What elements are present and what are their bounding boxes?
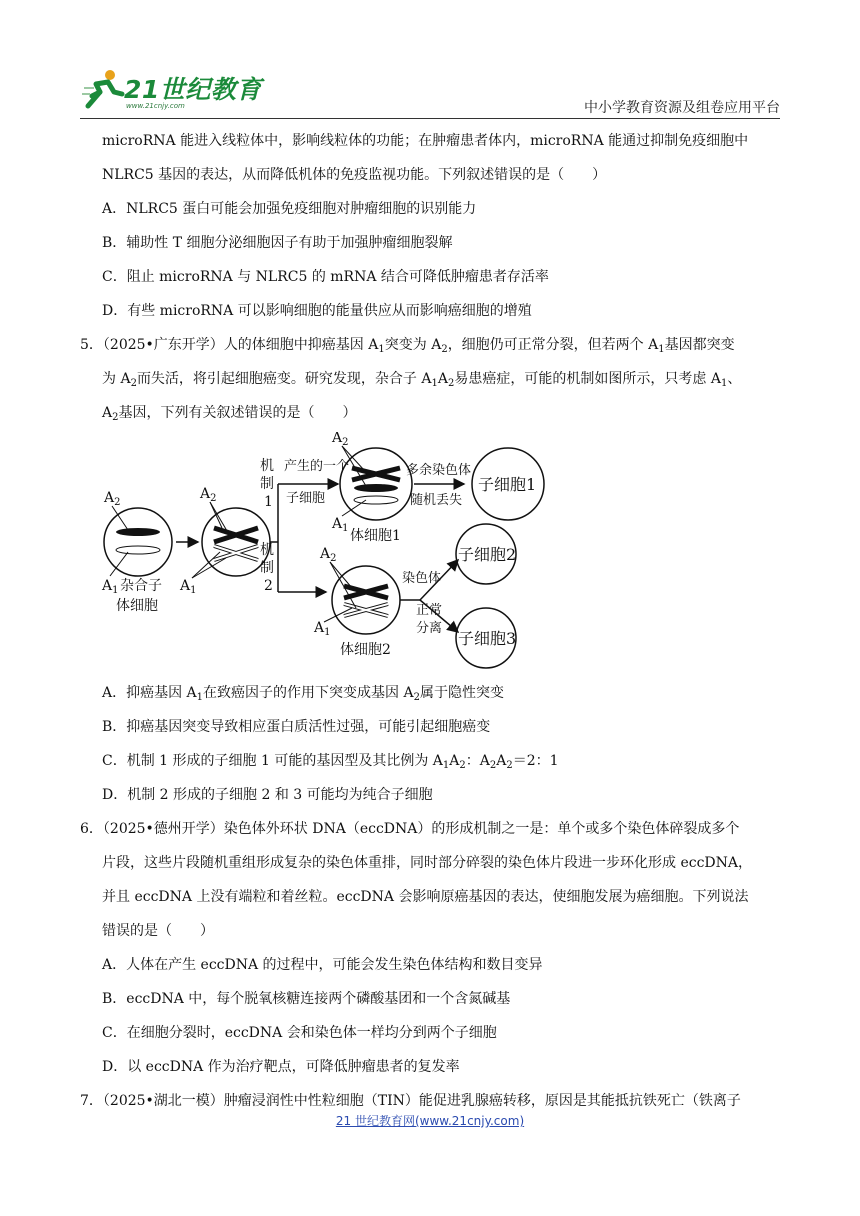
q4-stem-line2: NLRC5 基因的表达，从而降低机体的免疫监视功能。下列叙述错误的是（ ） <box>102 167 607 183</box>
q4-option-d[interactable]: D．有些 microRNA 可以影响细胞的能量供应从而影响癌细胞的增殖 <box>102 303 532 319</box>
platform-title: 中小学教育资源及组卷应用平台 <box>584 100 780 116</box>
q6-option-b[interactable]: B．eccDNA 中，每个脱氧核糖连接两个磷酸基团和一个含氮碱基 <box>102 991 511 1007</box>
q6-option-d[interactable]: D．以 eccDNA 作为治疗靶点，可降低肿瘤患者的复发率 <box>102 1059 460 1075</box>
svg-text:子细胞3: 子细胞3 <box>458 629 517 648</box>
daughter-cell-3 <box>456 608 516 668</box>
svg-text:A1: $A_1$ <box>102 578 119 596</box>
q6-option-c[interactable]: C．在细胞分裂时，eccDNA 会和染色体一样均分到两个子细胞 <box>102 1025 497 1041</box>
svg-text:子细胞1: 子细胞1 <box>478 475 537 494</box>
runner-logo-icon <box>80 66 126 112</box>
q5-option-b[interactable]: B．抑癌基因突变导致相应蛋白质活性过强，可能引起细胞癌变 <box>102 719 491 735</box>
body-cell-2 <box>313 546 400 658</box>
logo-url: www.21cnjy.com <box>126 102 185 110</box>
svg-text:机: 机 <box>260 542 274 558</box>
logo-text: 21世纪教育 <box>124 75 262 104</box>
daughter-cell-1 <box>472 448 544 520</box>
svg-text:体细胞1: 体细胞1 <box>350 528 401 544</box>
daughter-cell-2 <box>456 524 516 584</box>
svg-text:多余染色体: 多余染色体 <box>406 463 472 478</box>
q6-stem-line4: 错误的是（ ） <box>102 923 214 939</box>
svg-text:2: 2 <box>264 578 273 594</box>
q5-stem-line1: 5．（2025•广东开学）人的体细胞中抑癌基因 $A_1$突变为 $A_2$，细胞仍可正常分裂，但若两个 $A_1$基因都突变 <box>80 337 735 355</box>
q7-stem-line1: 7．（2025•湖北一模）肿瘤浸润性中性粒细胞（TIN）能促进乳腺癌转移，原因是其能抵抗铁死亡（铁离子 <box>80 1093 741 1109</box>
q5-option-c[interactable]: C．机制 1 形成的子细胞 1 可能的基因型及其比例为 $A_1A_2$：$A_2A_2=2$：1 <box>102 753 559 771</box>
q5-option-a[interactable]: A．抑癌基因 $A_1$在致癌因子的作用下突变成基因 $A_2$属于隐性突变 <box>102 685 504 703</box>
svg-text:A2: $A_2$ <box>332 432 349 448</box>
q4-option-c[interactable]: C．阻止 microRNA 与 NLRC5 的 mRNA 结合可降低肿瘤患者存活率 <box>102 269 549 285</box>
svg-text:A2: $A_2$ <box>320 546 337 564</box>
svg-text:分离: 分离 <box>416 621 443 636</box>
svg-text:A1: $A_1$ <box>314 620 331 638</box>
q6-stem-line1: 6．（2025•德州开学）染色体外环状 DNA（eccDNA）的形成机制之一是：单个或多个染色体碎裂成多个 <box>80 821 740 837</box>
q4-option-b[interactable]: B．辅助性 T 细胞分泌细胞因子有助于加强肿瘤细胞裂解 <box>102 235 453 251</box>
q4-option-a[interactable]: A．NLRC5 蛋白可能会加强免疫细胞对肿瘤细胞的识别能力 <box>102 201 477 217</box>
header-divider <box>80 118 780 119</box>
svg-text:A2: $A_2$ <box>104 490 121 508</box>
svg-text:制: 制 <box>260 560 274 576</box>
q5-mechanism-diagram <box>80 432 780 672</box>
svg-text:正常: 正常 <box>416 603 443 618</box>
body-cell-1 <box>331 432 412 544</box>
site-logo[interactable] <box>80 66 260 114</box>
q5-option-d[interactable]: D．机制 2 形成的子细胞 2 和 3 可能均为纯合子细胞 <box>102 787 433 803</box>
svg-text:产生的一个: 产生的一个 <box>284 459 350 474</box>
svg-text:子细胞: 子细胞 <box>286 491 326 506</box>
q6-stem-line3: 并且 eccDNA 上没有端粒和着丝粒。eccDNA 会影响原癌基因的表达，使细胞发展为癌细胞。下列说法 <box>102 889 749 905</box>
svg-text:体细胞2: 体细胞2 <box>340 642 391 658</box>
page-header <box>80 66 780 116</box>
heterozygous-cell <box>101 490 172 614</box>
document-body <box>80 124 780 1118</box>
svg-text:A2: $A_2$ <box>200 486 217 504</box>
svg-text:制: 制 <box>260 476 274 492</box>
q5-stem-line2: 为 $A_2$而失活，将引起细胞癌变。研究发现，杂合子 $A_1A_2$易患癌症，可能的机制如图所示，只考虑 $A_1$、 <box>102 371 742 389</box>
q4-stem-line1: microRNA 能进入线粒体中，影响线粒体的功能；在肿瘤患者体内，microRNA 能通过抑制免疫细胞中 <box>102 133 749 149</box>
svg-text:体细胞: 体细胞 <box>116 598 158 614</box>
svg-text:A1: $A_1$ <box>332 516 349 534</box>
svg-text:子细胞2: 子细胞2 <box>458 545 517 564</box>
replicating-cell <box>179 486 270 596</box>
svg-text:染色体: 染色体 <box>402 571 442 586</box>
svg-text:1: 1 <box>264 494 273 510</box>
svg-text:杂合子: 杂合子 <box>120 578 162 594</box>
page-footer <box>0 1112 860 1129</box>
svg-text:随机丢失: 随机丢失 <box>410 493 463 508</box>
q5-stem-line3: $A_2$基因，下列有关叙述错误的是（ ） <box>102 405 357 423</box>
svg-text:A1: $A_1$ <box>180 578 197 596</box>
q6-stem-line2: 片段，这些片段随机重组形成复杂的染色体重排，同时部分碎裂的染色体片段进一步环化形成 eccDNA， <box>102 855 752 871</box>
footer-link[interactable]: 21 世纪教育网(www.21cnjy.com) <box>335 1114 525 1128</box>
svg-text:机: 机 <box>260 458 274 474</box>
q6-option-a[interactable]: A．人体在产生 eccDNA 的过程中，可能会发生染色体结构和数目变异 <box>102 957 543 973</box>
